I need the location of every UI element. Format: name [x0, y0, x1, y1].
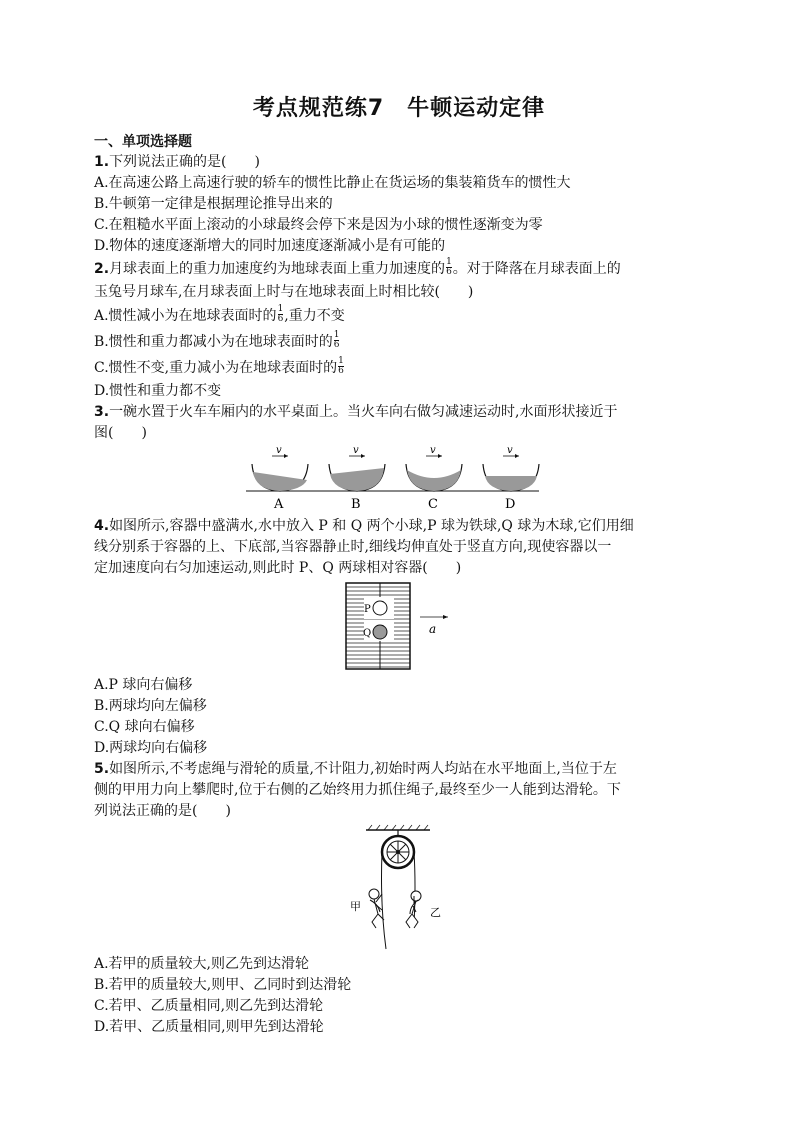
question-number: 2. [94, 261, 110, 277]
question-stem-part: 图( ) [94, 425, 147, 441]
label-d: D [505, 497, 516, 512]
option-a: A.若甲的质量较大,则乙先到达滑轮 [94, 956, 310, 972]
question-stem-part: 如图所示,不考虑绳与滑轮的质量,不计阻力,初始时两人均站在水平地面上,当位于左 [109, 761, 617, 777]
ball-q [373, 625, 387, 639]
rope-left [382, 852, 387, 949]
section-heading: 一、单项选择题 [94, 134, 192, 150]
question-stem-part: 定加速度向右匀加速运动,则此时 P、Q 两球相对容器( ) [94, 560, 462, 576]
question-stem-part: 月球表面上的重力加速度约为地球表面上重力加速度的 [109, 261, 446, 277]
pulley-figure [344, 824, 454, 952]
question-2 [94, 257, 704, 402]
question-stem-part: 侧的甲用力向上攀爬时,位于右侧的乙始终用力抓住绳子,最终至少一人能到达滑轮。下 [94, 782, 621, 798]
question-stem-part: 玉兔号月球车,在月球表面上时与在地球表面上时相比较( ) [94, 284, 474, 300]
worksheet-page [94, 94, 704, 1038]
option-c: C.若甲、乙质量相同,则乙先到达滑轮 [94, 998, 324, 1014]
question-number: 1. [94, 154, 110, 170]
bowl-c [406, 446, 462, 491]
question-stem-part: 一碗水置于火车车厢内的水平桌面上。当火车向右做匀减速运动时,水面形状接近于 [109, 404, 618, 420]
option-b: B.惯性和重力都减小为在地球表面时的 $\frac{1}{6}$ [94, 329, 340, 350]
label-b: B [351, 497, 361, 512]
label-a: A [274, 497, 284, 512]
label-q: Q [363, 628, 372, 639]
bowl-d [483, 446, 539, 491]
bowl-b [329, 446, 385, 491]
question-number: 5. [94, 761, 110, 777]
ball-p [373, 601, 387, 615]
question-stem-part: 如图所示,容器中盛满水,水中放入 P 和 Q 两个小球,P 球为铁球,Q 球为木球,它们用细 [109, 518, 634, 534]
question-5 [94, 759, 704, 1038]
option-d: D.惯性和重力都不变 [94, 383, 222, 399]
label-c: C [428, 497, 438, 512]
person-jia [369, 889, 384, 928]
fraction-one-sixth: $\frac{1}{6}$ [338, 355, 344, 376]
option-a: A.惯性减小为在地球表面时的 $\frac{1}{6}$ ,重力不变 [94, 303, 345, 324]
fraction-one-sixth: $\frac{1}{6}$ [446, 256, 452, 277]
rope-right [414, 852, 415, 924]
label-a: a [429, 622, 437, 636]
option-c: C.Q 球向右偏移 [94, 719, 195, 735]
option-c: C.在粗糙水平面上滚动的小球最终会停下来是因为小球的惯性逐渐变为零 [94, 217, 543, 233]
option-b: B.牛顿第一定律是根据理论推导出来的 [94, 196, 333, 212]
page-title: 考点规范练7 牛顿运动定律 [252, 96, 546, 121]
bowl-figure [244, 446, 544, 514]
svg-text:v: v [430, 446, 436, 456]
option-a: A.P 球向右偏移 [94, 677, 193, 693]
question-stem-part: 线分别系于容器的上、下底部,当容器静止时,细线均伸直处于竖直方向,现使容器以一 [94, 539, 612, 555]
option-b: B.两球均向左偏移 [94, 698, 207, 714]
question-4 [94, 516, 704, 759]
option-b: B.若甲的质量较大,则甲、乙同时到达滑轮 [94, 977, 352, 993]
svg-text:v: v [507, 446, 513, 456]
option-d: D.若甲、乙质量相同,则甲先到达滑轮 [94, 1019, 324, 1035]
container-figure [344, 581, 474, 673]
svg-text:v: v [276, 446, 282, 456]
option-a: A.在高速公路上高速行驶的轿车的惯性比静止在货运场的集装箱货车的惯性大 [94, 175, 571, 191]
person-yi [406, 891, 421, 928]
label-p: P [364, 604, 371, 615]
label-jia: 甲 [350, 900, 361, 913]
fraction-one-sixth: $\frac{1}{6}$ [333, 329, 340, 350]
option-d: D.两球均向右偏移 [94, 740, 208, 756]
question-number: 4. [94, 518, 110, 534]
fraction-one-sixth: $\frac{1}{6}$ [277, 303, 284, 324]
question-stem-part: 。对于降落在月球表面上的 [452, 261, 621, 277]
question-stem-part: 列说法正确的是( ) [94, 803, 231, 819]
pulley-icon [382, 836, 414, 868]
question-stem: 下列说法正确的是( ) [109, 154, 260, 170]
svg-text:v: v [353, 446, 359, 456]
question-1 [94, 152, 704, 257]
bowl-a [252, 446, 308, 491]
option-d: D.物体的速度逐渐增大的同时加速度逐渐减小是有可能的 [94, 238, 446, 254]
label-yi: 乙 [430, 906, 441, 919]
question-3 [94, 402, 704, 514]
question-number: 3. [94, 404, 110, 420]
option-c: C.惯性不变,重力减小为在地球表面时的 $\frac{1}{6}$ [94, 355, 344, 376]
